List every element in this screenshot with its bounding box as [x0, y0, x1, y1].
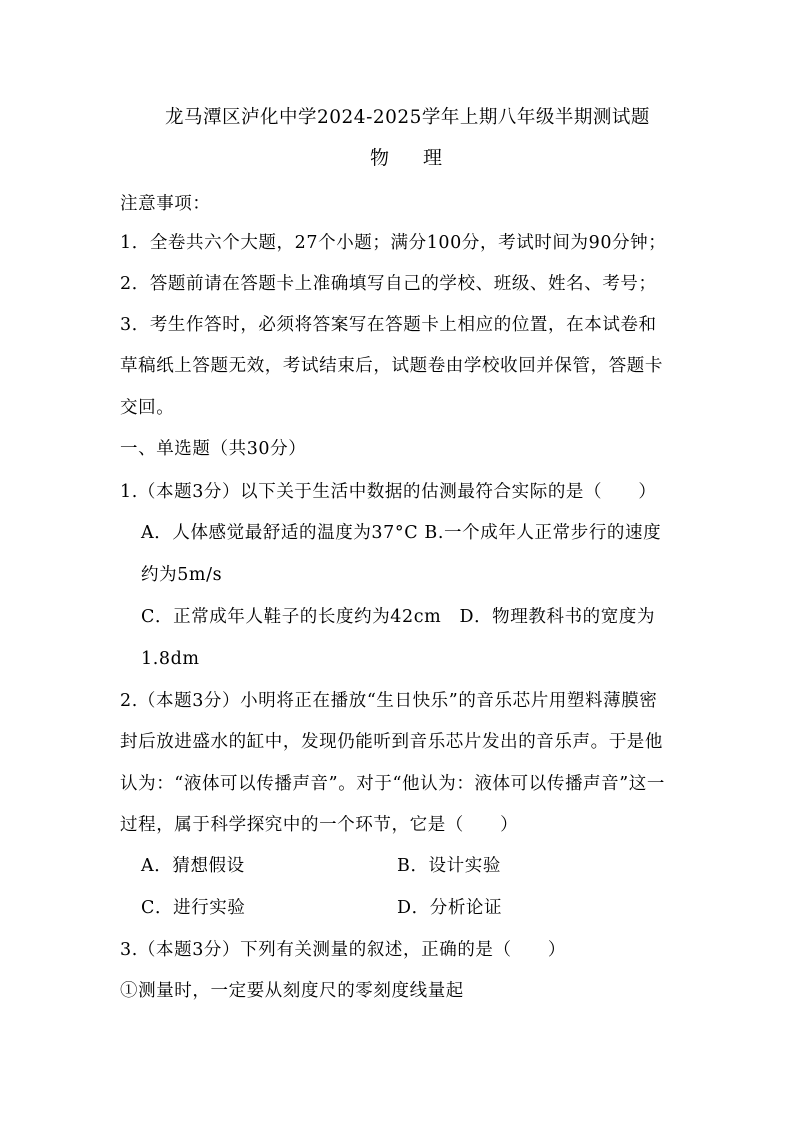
q1-stem: 1.（本题3分）以下关于生活中数据的估测最符合实际的是（ ） [120, 482, 657, 502]
q3-item-1: ①测量时，一定要从刻度尺的零刻度线量起 [120, 981, 464, 1001]
notice-item-3-cont: 草稿纸上答题无效，考试结束后，试题卷由学校收回并保管，答题卡 [120, 356, 663, 376]
q2-option-c: C．进行实验 [141, 898, 246, 918]
q3-stem: 3.（本题3分）下列有关测量的叙述，正确的是（ ） [120, 940, 566, 960]
notice-heading: 注意事项： [120, 194, 211, 214]
q2-stem-3: 认为：“液体可以传播声音”。对于“他认为：液体可以传播声音”这一 [120, 774, 665, 794]
notice-item-3-end: 交回。 [120, 398, 175, 418]
q2-stem-4: 过程，属于科学探究中的一个环节，它是（ ） [120, 815, 519, 835]
q1-option-line-ab-cont: 约为5m/s [141, 565, 223, 585]
section-heading: 一、单选题（共30分） [120, 439, 307, 459]
q1-option-line-cd-cont: 1.8dm [141, 649, 200, 669]
q1-option-line-cd: C．正常成年人鞋子的长度约为42cm D．物理教科书的宽度为 [141, 607, 656, 627]
q2-option-a: A．猜想假设 [141, 856, 245, 876]
notice-item-3: 3．考生作答时，必须将答案写在答题卡上相应的位置，在本试卷和 [120, 315, 657, 335]
notice-item-2: 2．答题前请在答题卡上准确填写自己的学校、班级、姓名、考号； [120, 274, 657, 294]
q1-option-line-ab: A．人体感觉最舒适的温度为37°C B.一个成年人正常步行的速度 [141, 523, 662, 543]
q2-stem-1: 2.（本题3分）小明将正在播放“生日快乐”的音乐芯片用塑料薄膜密 [120, 691, 658, 711]
q2-option-b: B．设计实验 [397, 856, 501, 876]
q2-option-d: D．分析论证 [397, 898, 503, 918]
notice-item-1: 1．全卷共六个大题，27个小题；满分100分，考试时间为90分钟； [120, 233, 667, 253]
q2-stem-2: 封后放进盛水的缸中，发现仍能听到音乐芯片发出的音乐声。于是他 [120, 732, 663, 752]
exam-title: 龙马潭区泸化中学2024-2025学年上期八年级半期测试题 [165, 107, 650, 128]
exam-subject: 物 理 [370, 147, 457, 169]
